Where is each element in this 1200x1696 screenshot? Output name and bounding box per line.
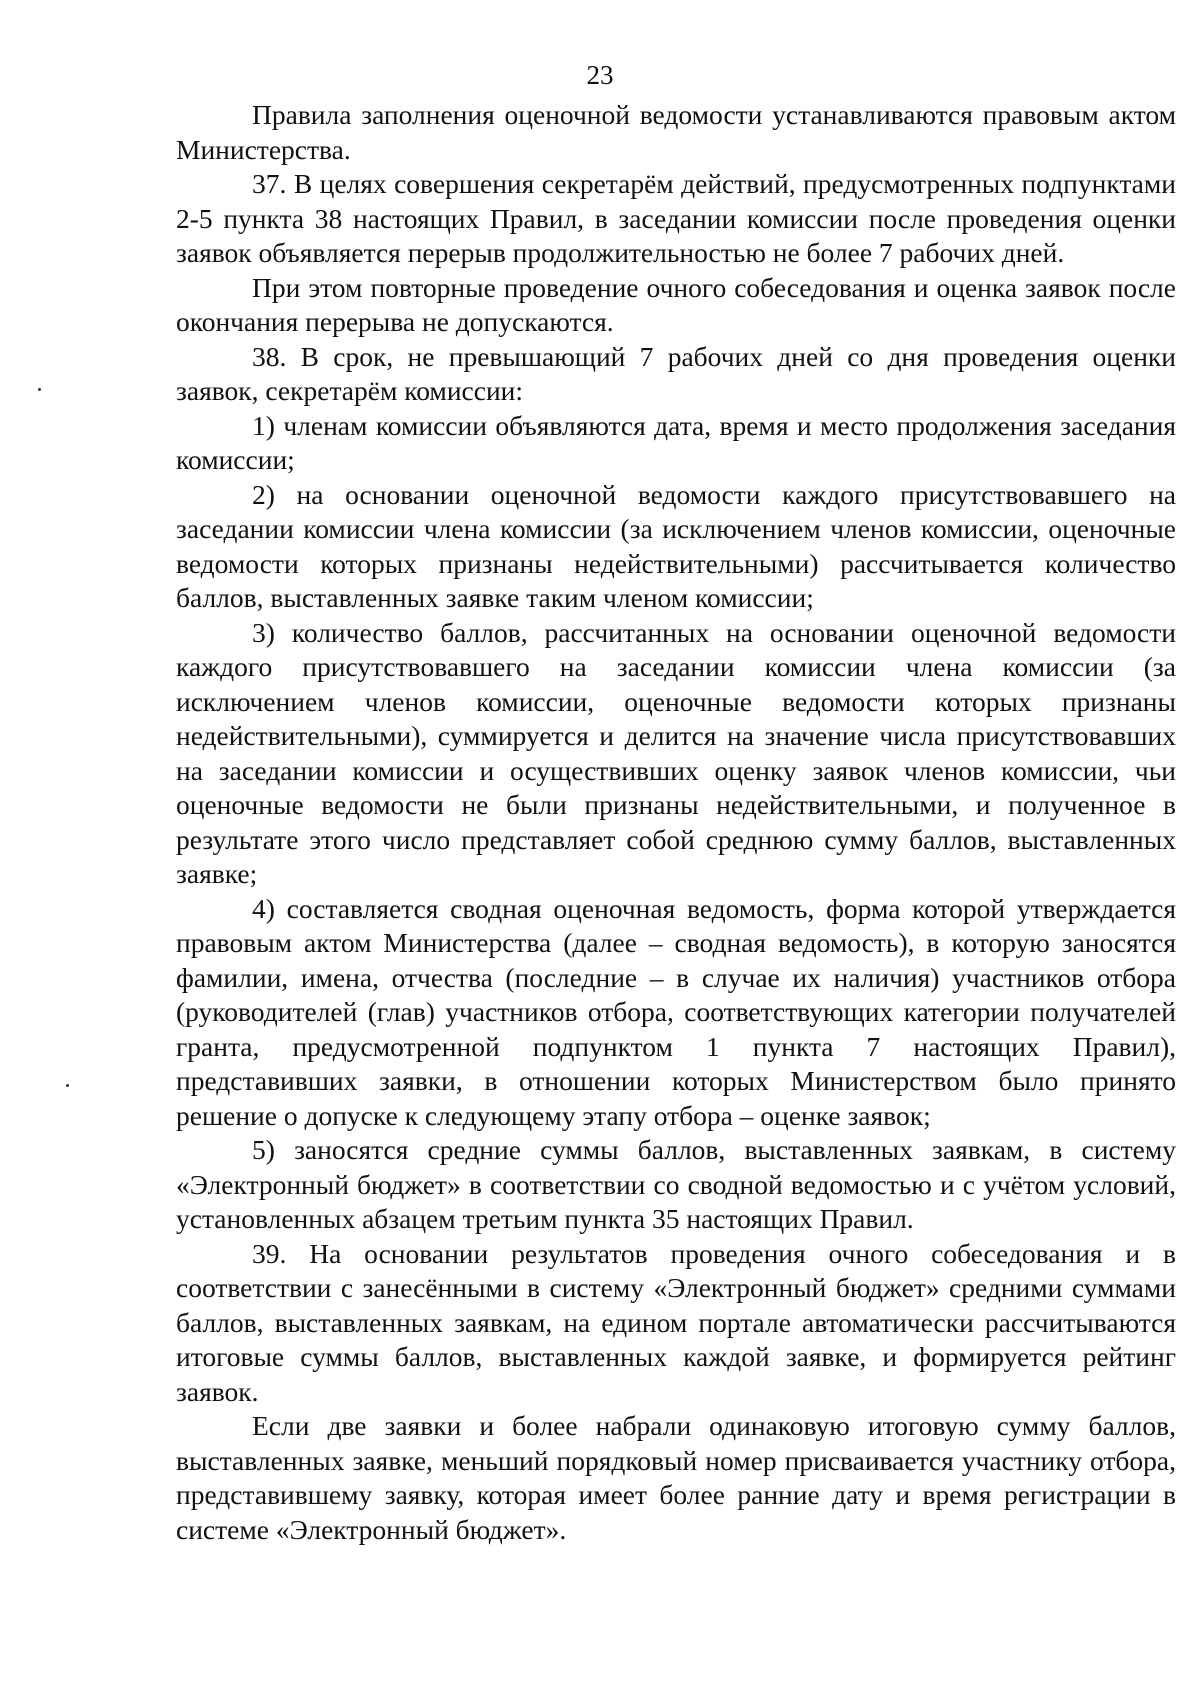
scan-speck bbox=[66, 1084, 69, 1087]
paragraph-38-item-2: 2) на основании оценочной ведомости каждого присутствовавшего на заседании комиссии члена комиссии (за исключением членов комиссии, оценочные ведомости которых признаны недействительными) рассчитывается количество баллов, выставленных заявке таким членом комиссии; bbox=[176, 478, 1176, 613]
paragraph-38-item-5: 5) заносятся средние суммы баллов, выставленных заявкам, в систему «Электронный бюджет» в соответствии со сводной ведомостью и с учётом условий, установленных абзацем третьим пункта 35 настоящих Правил. bbox=[176, 1134, 1176, 1234]
paragraph-38-item-1: 1) членам комиссии объявляются дата, время и место продолжения заседания комиссии; bbox=[176, 409, 1176, 475]
document-body bbox=[176, 98, 1176, 1547]
paragraph-38: 38. В срок, не превышающий 7 рабочих дней со дня проведения оценки заявок, секретарём комиссии: bbox=[176, 340, 1176, 406]
paragraph-rules-evaluation-sheet: Правила заполнения оценочной ведомости устанавливаются правовым актом Министерства. bbox=[176, 99, 1176, 165]
paragraph-38-item-4: 4) составляется сводная оценочная ведомость, форма которой утверждается правовым актом Министерства (далее – сводная ведомость), в которую заносятся фамилии, имена, отчества (последние – в случае их наличия) участников отбора (руководителей (глав) участников отбора, соответствующих категории получателей гранта, предусмотренной подпунктом 1 пункта 7 настоящих Правил), представивших заявки, в отношении которых Министерством было принято решение о допуске к следующему этапу отбора – оценке заявок; bbox=[176, 892, 1176, 1131]
scan-speck bbox=[38, 388, 41, 391]
paragraph-38-item-3: 3) количество баллов, рассчитанных на основании оценочной ведомости каждого присутствовавшего на заседании комиссии члена комиссии (за исключением членов комиссии, оценочные ведомости которых признаны недействительными), суммируется и делится на значение числа присутствовавших на заседании комиссии и осуществивших оценку заявок членов комиссии, чьи оценочные ведомости не были признаны недействительными, и полученное в результате этого число представляет собой среднюю сумму баллов, выставленных заявке; bbox=[176, 616, 1176, 889]
paragraph-39: 39. На основании результатов проведения очного собеседования и в соответствии с занесёнными в систему «Электронный бюджет» средними суммами баллов, выставленных заявкам, на едином портале автоматически рассчитываются итоговые суммы баллов, выставленных каждой заявке, и формируется рейтинг заявок. bbox=[176, 1237, 1176, 1407]
paragraph-37-repeat-interview: При этом повторные проведение очного собеседования и оценка заявок после окончания перерыва не допускаются. bbox=[176, 271, 1176, 337]
page-number: 23 bbox=[586, 60, 614, 90]
paragraph-39-equal-scores: Если две заявки и более набрали одинаковую итоговую сумму баллов, выставленных заявке, меньший порядковый номер присваивается участнику отбора, представившему заявку, которая имеет более ранние дату и время регистрации в системе «Электронный бюджет». bbox=[176, 1410, 1176, 1545]
paragraph-37: 37. В целях совершения секретарём действий, предусмотренных подпунктами 2-5 пункта 38 настоящих Правил, в заседании комиссии после проведения оценки заявок объявляется перерыв продолжительностью не более 7 рабочих дней. bbox=[176, 168, 1176, 268]
